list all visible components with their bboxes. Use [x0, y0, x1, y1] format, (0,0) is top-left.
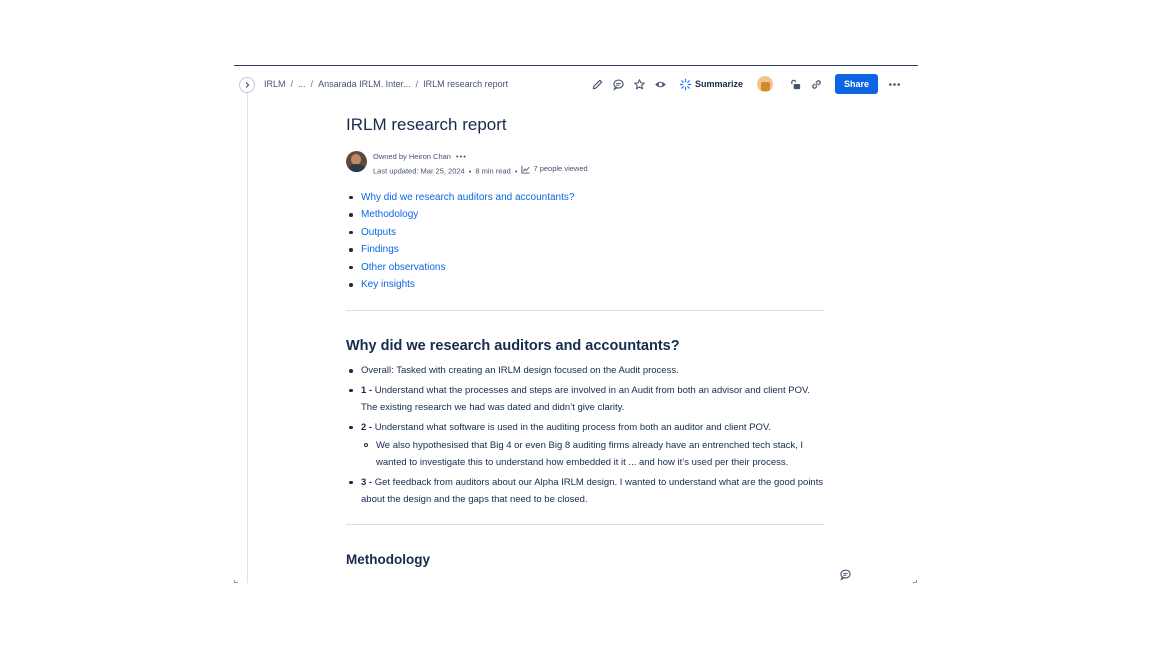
toc-link-outputs[interactable]: Outputs	[346, 224, 824, 242]
toc-link-key-insights[interactable]: Key insights	[346, 276, 824, 294]
summarize-label: Summarize	[694, 79, 743, 89]
toc-link-why-research[interactable]: Why did we research auditors and accountants?	[346, 189, 824, 207]
breadcrumb-space[interactable]: IRLM	[264, 79, 286, 89]
section-heading-why-research: Why did we research auditors and accountants?	[346, 338, 680, 355]
list-item	[346, 474, 824, 508]
copy-link-button[interactable]	[807, 74, 827, 94]
breadcrumb-separator: /	[290, 79, 294, 89]
section-bullet-list	[346, 362, 824, 508]
list-item-text: Overall: Tasked with creating an IRLM design focused on the Audit process.	[361, 365, 679, 377]
ai-sparkle-icon	[679, 78, 692, 91]
sidebar-edge	[247, 93, 248, 583]
top-divider	[234, 65, 918, 66]
share-button[interactable]: Share	[835, 74, 878, 94]
page-toolbar	[587, 73, 902, 95]
inline-comment-button[interactable]	[839, 568, 852, 581]
star-button[interactable]	[630, 74, 650, 94]
watch-button[interactable]	[651, 74, 671, 94]
chevron-right-icon	[243, 81, 251, 89]
more-actions-button[interactable]	[886, 76, 902, 92]
table-of-contents	[346, 189, 824, 295]
frame-corner-mark	[913, 580, 917, 583]
toc-link-methodology[interactable]: Methodology	[346, 206, 824, 224]
breadcrumb	[264, 79, 508, 89]
breadcrumb-ellipsis[interactable]: ...	[298, 79, 306, 89]
edit-icon	[591, 78, 604, 91]
owner-avatar[interactable]	[346, 151, 367, 172]
list-item-text: Get feedback from auditors about our Alpha IRLM design. I wanted to understand what are the good points about the design and the gaps that need to be closed.	[361, 476, 824, 505]
list-item-number: 1 -	[361, 384, 373, 396]
byline-text: Owned by Heiron Chan ••• Last updated: Mar 25, 2024 • 8 min read • 7 people viewed	[373, 152, 588, 176]
list-item-text: Understand what software is used in the auditing process from both an auditor and client POV.	[372, 421, 771, 433]
views-label: 7 people viewed	[533, 164, 588, 173]
page-byline	[346, 151, 824, 178]
confluence-page-frame	[234, 65, 918, 583]
owner-name[interactable]: Owned by Heiron Chan	[373, 152, 451, 161]
page-content	[346, 115, 824, 567]
nested-list-item: We also hypothesised that Big 4 or even Big 8 auditing firms already have an entrenched tech stack, I wanted to investigate this to understand how embedded it it ... and how it’s used per their process.	[361, 437, 824, 471]
list-item	[346, 419, 824, 472]
eye-icon	[654, 78, 667, 91]
page-title: IRLM research report	[346, 115, 507, 134]
collaborator-avatar[interactable]	[757, 76, 773, 92]
unlock-icon	[789, 78, 802, 91]
breadcrumb-parent[interactable]: Ansarada IRLM. Inter...	[318, 79, 411, 89]
frame-corner-mark	[234, 580, 238, 583]
comment-button[interactable]	[609, 74, 629, 94]
comment-icon	[839, 568, 852, 581]
analytics-icon	[521, 165, 530, 174]
expand-sidebar-button[interactable]	[239, 77, 255, 93]
toc-link-other-observations[interactable]: Other observations	[346, 259, 824, 277]
page-views[interactable]	[521, 163, 587, 175]
nested-list	[361, 437, 824, 471]
owner-more-button[interactable]: •••	[455, 152, 467, 161]
breadcrumb-separator: /	[310, 79, 314, 89]
restrictions-button[interactable]	[786, 74, 806, 94]
more-horizontal-icon	[888, 78, 901, 91]
toc-link-findings[interactable]: Findings	[346, 241, 824, 259]
list-item-number: 2 -	[361, 421, 373, 433]
star-icon	[633, 78, 646, 91]
list-item	[346, 362, 824, 379]
comment-icon	[612, 78, 625, 91]
section-heading-methodology: Methodology	[346, 552, 430, 568]
list-item	[346, 382, 824, 416]
edit-button[interactable]	[588, 74, 608, 94]
divider	[346, 524, 824, 525]
last-updated: Last updated: Mar 25, 2024	[373, 166, 465, 176]
list-item-text: Understand what the processes and steps are involved in an Audit from both an advisor and client POV. The existing research we had was dated and didn’t give clarity.	[361, 384, 811, 413]
breadcrumb-current[interactable]: IRLM research report	[423, 79, 509, 89]
link-icon	[810, 78, 823, 91]
read-time: 8 min read	[475, 166, 511, 176]
divider	[346, 310, 824, 311]
list-item-number: 3 -	[361, 476, 373, 488]
breadcrumb-separator: /	[415, 79, 419, 89]
summarize-button[interactable]	[679, 78, 743, 91]
